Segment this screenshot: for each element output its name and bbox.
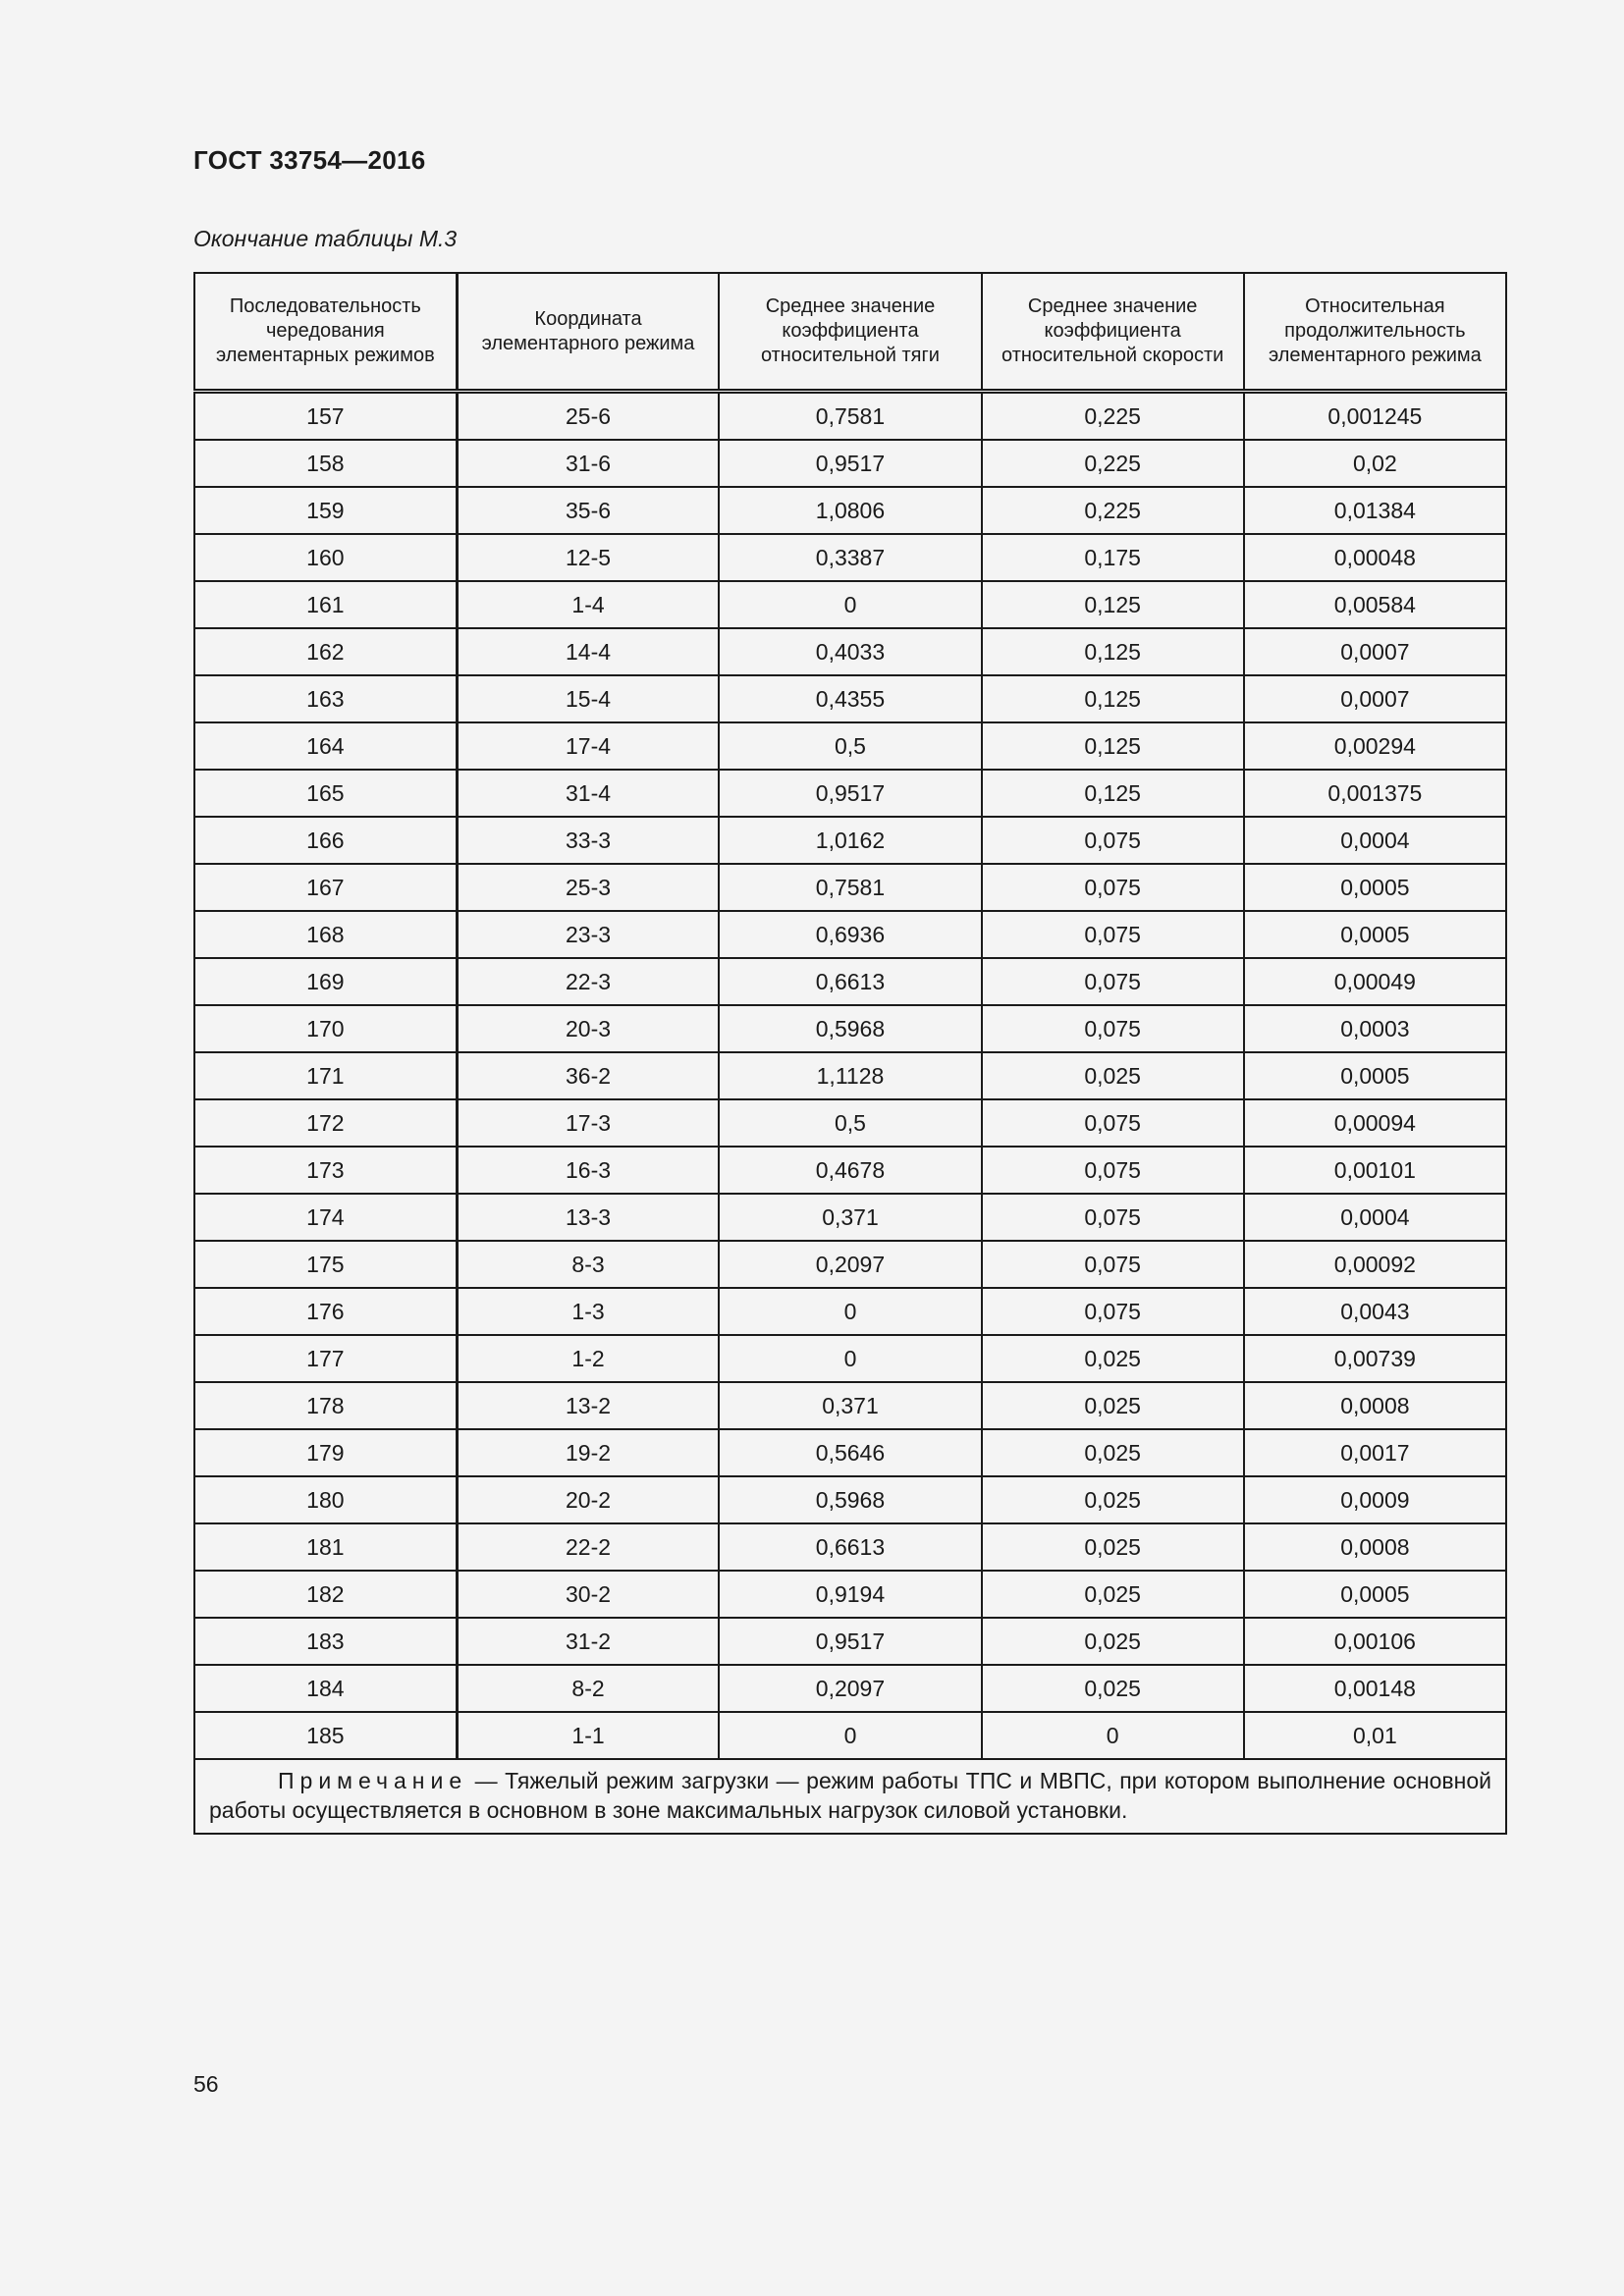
cell-thrust: 0,5968 — [719, 1476, 981, 1523]
table-row — [194, 675, 1506, 722]
cell-duration: 0,00294 — [1244, 722, 1506, 770]
column-header-speed: Среднее значение коэффициента относительной скорости — [982, 273, 1244, 392]
cell-coordinate: 15-4 — [457, 675, 719, 722]
cell-coordinate: 22-2 — [457, 1523, 719, 1571]
cell-thrust: 0,5646 — [719, 1429, 981, 1476]
cell-sequence: 180 — [194, 1476, 457, 1523]
cell-sequence: 175 — [194, 1241, 457, 1288]
table-row — [194, 817, 1506, 864]
document-title: ГОСТ 33754—2016 — [193, 145, 426, 175]
page-number: 56 — [193, 2071, 219, 2097]
cell-coordinate: 31-4 — [457, 770, 719, 817]
table-row — [194, 722, 1506, 770]
cell-thrust: 0 — [719, 1712, 981, 1759]
table-row — [194, 1712, 1506, 1759]
cell-coordinate: 31-6 — [457, 440, 719, 487]
cell-speed: 0,075 — [982, 1288, 1244, 1335]
table-row — [194, 487, 1506, 534]
cell-speed: 0,075 — [982, 911, 1244, 958]
cell-speed: 0,175 — [982, 534, 1244, 581]
cell-speed: 0,025 — [982, 1382, 1244, 1429]
table-row — [194, 1665, 1506, 1712]
cell-speed: 0,125 — [982, 675, 1244, 722]
cell-coordinate: 17-3 — [457, 1099, 719, 1147]
cell-speed: 0,075 — [982, 1147, 1244, 1194]
cell-speed: 0,025 — [982, 1618, 1244, 1665]
cell-sequence: 166 — [194, 817, 457, 864]
cell-coordinate: 31-2 — [457, 1618, 719, 1665]
cell-thrust: 0,2097 — [719, 1665, 981, 1712]
cell-speed: 0,075 — [982, 958, 1244, 1005]
table-row — [194, 1052, 1506, 1099]
cell-duration: 0,0005 — [1244, 1052, 1506, 1099]
cell-duration: 0,0009 — [1244, 1476, 1506, 1523]
cell-coordinate: 1-4 — [457, 581, 719, 628]
cell-coordinate: 25-3 — [457, 864, 719, 911]
table-row — [194, 534, 1506, 581]
cell-sequence: 177 — [194, 1335, 457, 1382]
cell-duration: 0,00106 — [1244, 1618, 1506, 1665]
cell-coordinate: 33-3 — [457, 817, 719, 864]
cell-sequence: 159 — [194, 487, 457, 534]
cell-duration: 0,0005 — [1244, 864, 1506, 911]
cell-sequence: 172 — [194, 1099, 457, 1147]
cell-coordinate: 25-6 — [457, 392, 719, 441]
cell-duration: 0,0008 — [1244, 1523, 1506, 1571]
cell-sequence: 167 — [194, 864, 457, 911]
table-row — [194, 1618, 1506, 1665]
cell-sequence: 181 — [194, 1523, 457, 1571]
cell-thrust: 0,5968 — [719, 1005, 981, 1052]
cell-duration: 0,02 — [1244, 440, 1506, 487]
cell-duration: 0,00048 — [1244, 534, 1506, 581]
cell-speed: 0,125 — [982, 770, 1244, 817]
cell-thrust: 0 — [719, 1288, 981, 1335]
table-footer — [194, 1759, 1506, 1834]
cell-duration: 0,0043 — [1244, 1288, 1506, 1335]
cell-duration: 0,0004 — [1244, 817, 1506, 864]
table-header — [194, 273, 1506, 392]
cell-speed: 0,125 — [982, 628, 1244, 675]
table-row — [194, 1288, 1506, 1335]
table-row — [194, 1476, 1506, 1523]
cell-duration: 0,00094 — [1244, 1099, 1506, 1147]
cell-speed: 0,025 — [982, 1429, 1244, 1476]
note-text: — Тяжелый режим загрузки — режим работы ТПС и МВПС, при котором выполнение основной работы осуществляется в основном в зоне максимальных нагрузок силовой установки. — [209, 1768, 1491, 1823]
cell-sequence: 160 — [194, 534, 457, 581]
cell-coordinate: 20-2 — [457, 1476, 719, 1523]
cell-thrust: 0,6613 — [719, 1523, 981, 1571]
cell-thrust: 1,0162 — [719, 817, 981, 864]
cell-speed: 0,225 — [982, 487, 1244, 534]
cell-coordinate: 30-2 — [457, 1571, 719, 1618]
cell-thrust: 0,7581 — [719, 864, 981, 911]
table-row — [194, 1194, 1506, 1241]
cell-speed: 0,075 — [982, 1194, 1244, 1241]
note-row — [194, 1759, 1506, 1834]
cell-sequence: 182 — [194, 1571, 457, 1618]
cell-speed: 0,225 — [982, 440, 1244, 487]
cell-duration: 0,0004 — [1244, 1194, 1506, 1241]
cell-speed: 0,075 — [982, 1241, 1244, 1288]
cell-thrust: 1,0806 — [719, 487, 981, 534]
cell-duration: 0,00092 — [1244, 1241, 1506, 1288]
table-row — [194, 958, 1506, 1005]
cell-coordinate: 36-2 — [457, 1052, 719, 1099]
cell-speed: 0,075 — [982, 864, 1244, 911]
table-row — [194, 1523, 1506, 1571]
cell-duration: 0,0007 — [1244, 675, 1506, 722]
cell-thrust: 0,4355 — [719, 675, 981, 722]
cell-duration: 0,0005 — [1244, 911, 1506, 958]
table-caption: Окончание таблицы М.3 — [193, 226, 458, 251]
table-row — [194, 770, 1506, 817]
cell-thrust: 0,9517 — [719, 1618, 981, 1665]
table-row — [194, 440, 1506, 487]
table-row — [194, 1382, 1506, 1429]
note-label: Примечание — [278, 1768, 468, 1793]
cell-coordinate: 12-5 — [457, 534, 719, 581]
cell-coordinate: 22-3 — [457, 958, 719, 1005]
table-row — [194, 1335, 1506, 1382]
cell-thrust: 0,4033 — [719, 628, 981, 675]
cell-coordinate: 14-4 — [457, 628, 719, 675]
cell-duration: 0,0003 — [1244, 1005, 1506, 1052]
data-table-container — [193, 272, 1507, 1835]
cell-thrust: 0,3387 — [719, 534, 981, 581]
cell-duration: 0,001375 — [1244, 770, 1506, 817]
cell-sequence: 174 — [194, 1194, 457, 1241]
cell-coordinate: 20-3 — [457, 1005, 719, 1052]
cell-thrust: 0 — [719, 581, 981, 628]
cell-sequence: 171 — [194, 1052, 457, 1099]
table-row — [194, 864, 1506, 911]
table-row — [194, 911, 1506, 958]
cell-coordinate: 35-6 — [457, 487, 719, 534]
cell-sequence: 176 — [194, 1288, 457, 1335]
cell-duration: 0,00584 — [1244, 581, 1506, 628]
cell-thrust: 0,6936 — [719, 911, 981, 958]
cell-coordinate: 19-2 — [457, 1429, 719, 1476]
cell-sequence: 169 — [194, 958, 457, 1005]
cell-thrust: 0 — [719, 1335, 981, 1382]
cell-sequence: 164 — [194, 722, 457, 770]
table-row — [194, 581, 1506, 628]
cell-coordinate: 23-3 — [457, 911, 719, 958]
cell-coordinate: 13-2 — [457, 1382, 719, 1429]
cell-coordinate: 1-3 — [457, 1288, 719, 1335]
cell-speed: 0,025 — [982, 1571, 1244, 1618]
cell-sequence: 162 — [194, 628, 457, 675]
cell-thrust: 0,9194 — [719, 1571, 981, 1618]
cell-thrust: 0,4678 — [719, 1147, 981, 1194]
cell-sequence: 185 — [194, 1712, 457, 1759]
cell-coordinate: 8-3 — [457, 1241, 719, 1288]
cell-coordinate: 1-1 — [457, 1712, 719, 1759]
cell-sequence: 179 — [194, 1429, 457, 1476]
column-header-coordinate: Координата элементарного режима — [457, 273, 719, 392]
cell-sequence: 168 — [194, 911, 457, 958]
column-header-sequence: Последовательность чередования элементарных режимов — [194, 273, 457, 392]
cell-sequence: 163 — [194, 675, 457, 722]
table-row — [194, 1005, 1506, 1052]
cell-duration: 0,01 — [1244, 1712, 1506, 1759]
cell-speed: 0,025 — [982, 1335, 1244, 1382]
cell-speed: 0,075 — [982, 817, 1244, 864]
cell-thrust: 0,371 — [719, 1194, 981, 1241]
table-row — [194, 1099, 1506, 1147]
table-row — [194, 1241, 1506, 1288]
table-row — [194, 628, 1506, 675]
cell-thrust: 0,9517 — [719, 440, 981, 487]
cell-thrust: 0,6613 — [719, 958, 981, 1005]
cell-speed: 0,125 — [982, 581, 1244, 628]
cell-duration: 0,0005 — [1244, 1571, 1506, 1618]
cell-thrust: 0,2097 — [719, 1241, 981, 1288]
cell-sequence: 157 — [194, 392, 457, 441]
cell-duration: 0,0017 — [1244, 1429, 1506, 1476]
cell-duration: 0,00148 — [1244, 1665, 1506, 1712]
cell-thrust: 0,5 — [719, 1099, 981, 1147]
cell-sequence: 161 — [194, 581, 457, 628]
cell-coordinate: 16-3 — [457, 1147, 719, 1194]
cell-coordinate: 8-2 — [457, 1665, 719, 1712]
cell-speed: 0,025 — [982, 1665, 1244, 1712]
cell-thrust: 0,5 — [719, 722, 981, 770]
column-header-thrust: Среднее значение коэффициента относительной тяги — [719, 273, 981, 392]
table-note — [194, 1759, 1506, 1834]
cell-coordinate: 17-4 — [457, 722, 719, 770]
table-row — [194, 392, 1506, 441]
cell-speed: 0,025 — [982, 1523, 1244, 1571]
cell-coordinate: 1-2 — [457, 1335, 719, 1382]
cell-coordinate: 13-3 — [457, 1194, 719, 1241]
cell-speed: 0,075 — [982, 1099, 1244, 1147]
cell-speed: 0,125 — [982, 722, 1244, 770]
cell-duration: 0,00049 — [1244, 958, 1506, 1005]
cell-speed: 0,025 — [982, 1476, 1244, 1523]
cell-sequence: 158 — [194, 440, 457, 487]
cell-thrust: 0,9517 — [719, 770, 981, 817]
cell-duration: 0,00739 — [1244, 1335, 1506, 1382]
cell-duration: 0,001245 — [1244, 392, 1506, 441]
cell-sequence: 170 — [194, 1005, 457, 1052]
cell-speed: 0,075 — [982, 1005, 1244, 1052]
header-row — [194, 273, 1506, 392]
cell-thrust: 0,371 — [719, 1382, 981, 1429]
table-row — [194, 1571, 1506, 1618]
cell-duration: 0,00101 — [1244, 1147, 1506, 1194]
column-header-duration: Относительная продолжительность элементарного режима — [1244, 273, 1506, 392]
cell-speed: 0,025 — [982, 1052, 1244, 1099]
table-row — [194, 1429, 1506, 1476]
cell-thrust: 0,7581 — [719, 392, 981, 441]
cell-speed: 0 — [982, 1712, 1244, 1759]
cell-sequence: 183 — [194, 1618, 457, 1665]
data-table — [193, 272, 1507, 1835]
cell-sequence: 173 — [194, 1147, 457, 1194]
cell-speed: 0,225 — [982, 392, 1244, 441]
cell-duration: 0,0007 — [1244, 628, 1506, 675]
table-row — [194, 1147, 1506, 1194]
table-body — [194, 392, 1506, 1760]
cell-thrust: 1,1128 — [719, 1052, 981, 1099]
cell-duration: 0,01384 — [1244, 487, 1506, 534]
cell-sequence: 184 — [194, 1665, 457, 1712]
cell-sequence: 178 — [194, 1382, 457, 1429]
cell-sequence: 165 — [194, 770, 457, 817]
cell-duration: 0,0008 — [1244, 1382, 1506, 1429]
